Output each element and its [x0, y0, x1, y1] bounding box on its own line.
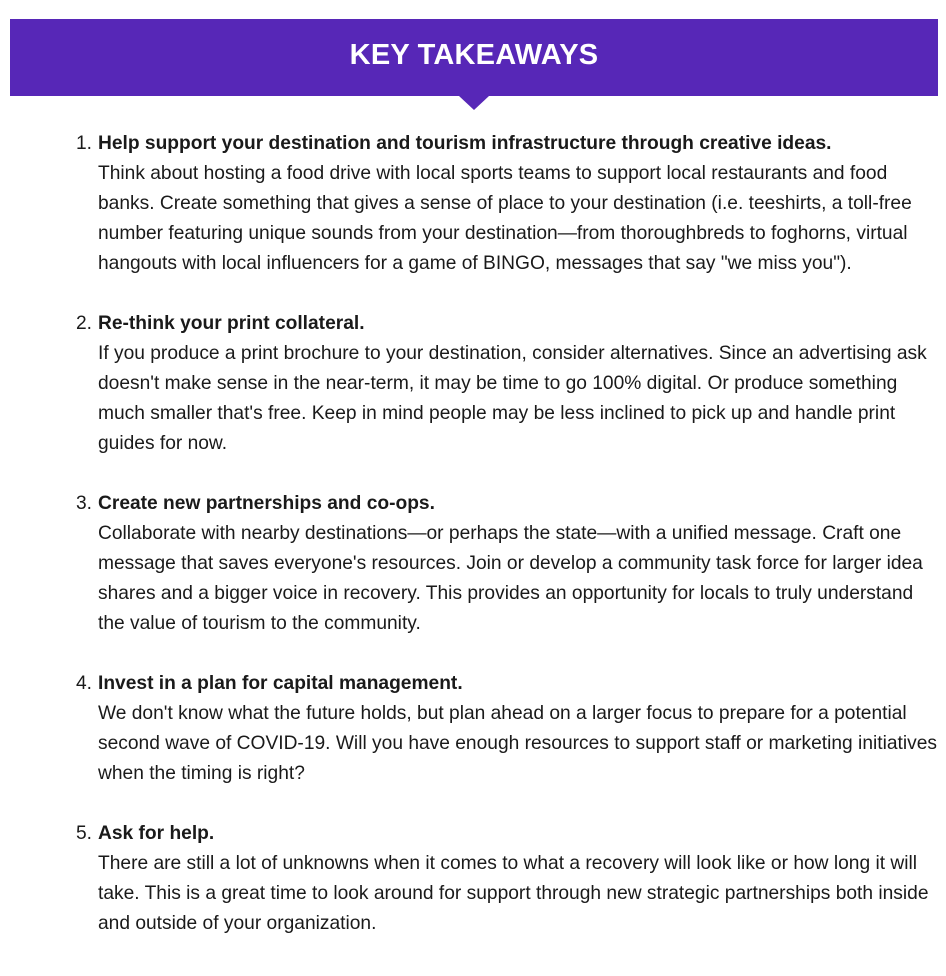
- takeaway-number: 5.: [76, 823, 93, 844]
- takeaway-item-3: [0, 489, 946, 639]
- takeaway-number: 4.: [76, 673, 93, 694]
- takeaways-list: [0, 129, 946, 969]
- takeaway-heading: Invest in a plan for capital management.: [98, 673, 463, 694]
- takeaway-item-4: [0, 669, 946, 789]
- banner-pointer-arrow: [459, 96, 489, 110]
- takeaway-number: 2.: [76, 313, 93, 334]
- takeaway-body: Collaborate with nearby destinations—or perhaps the state—with a unified message. Craft one message that saves everyone's resources. Join or develop a community task force for larger idea shares and a bigger voice in recovery. This provides an opportunity for locals to truly understand the value of tourism to the community.: [98, 523, 923, 634]
- takeaway-heading: Create new partnerships and co-ops.: [98, 493, 435, 514]
- key-takeaways-banner: [10, 19, 938, 96]
- takeaway-body: We don't know what the future holds, but plan ahead on a larger focus to prepare for a potential second wave of COVID-19. Will you have enough resources to support staff or marketing initiatives when the timing is right?: [98, 703, 937, 784]
- banner-title: KEY TAKEAWAYS: [349, 39, 599, 71]
- takeaway-heading: Help support your destination and tourism infrastructure through creative ideas.: [98, 133, 832, 154]
- takeaway-heading: Ask for help.: [98, 823, 215, 844]
- takeaway-body: There are still a lot of unknowns when it comes to what a recovery will look like or how long it will take. This is a great time to look around for support through new strategic partnerships both inside and outside of your organization.: [98, 853, 929, 934]
- takeaway-number: 1.: [76, 133, 93, 154]
- takeaway-body: Think about hosting a food drive with local sports teams to support local restaurants and food banks. Create something that gives a sense of place to your destination (i.e. teeshirts, a toll-free number featuring unique sounds from your destination—from thoroughbreds to foghorns, virtual hangouts with local influencers for a game of BINGO, messages that say "we miss you").: [98, 163, 912, 274]
- takeaway-item-5: [0, 819, 946, 939]
- takeaway-item-2: [0, 309, 946, 459]
- takeaway-heading: Re-think your print collateral.: [98, 313, 365, 334]
- takeaway-body: If you produce a print brochure to your destination, consider alternatives. Since an advertising ask doesn't make sense in the near-term, it may be time to go 100% digital. Or produce something much smaller that's free. Keep in mind people may be less inclined to pick up and handle print guides for now.: [98, 343, 927, 454]
- takeaway-number: 3.: [76, 493, 93, 514]
- takeaway-item-1: [0, 129, 946, 279]
